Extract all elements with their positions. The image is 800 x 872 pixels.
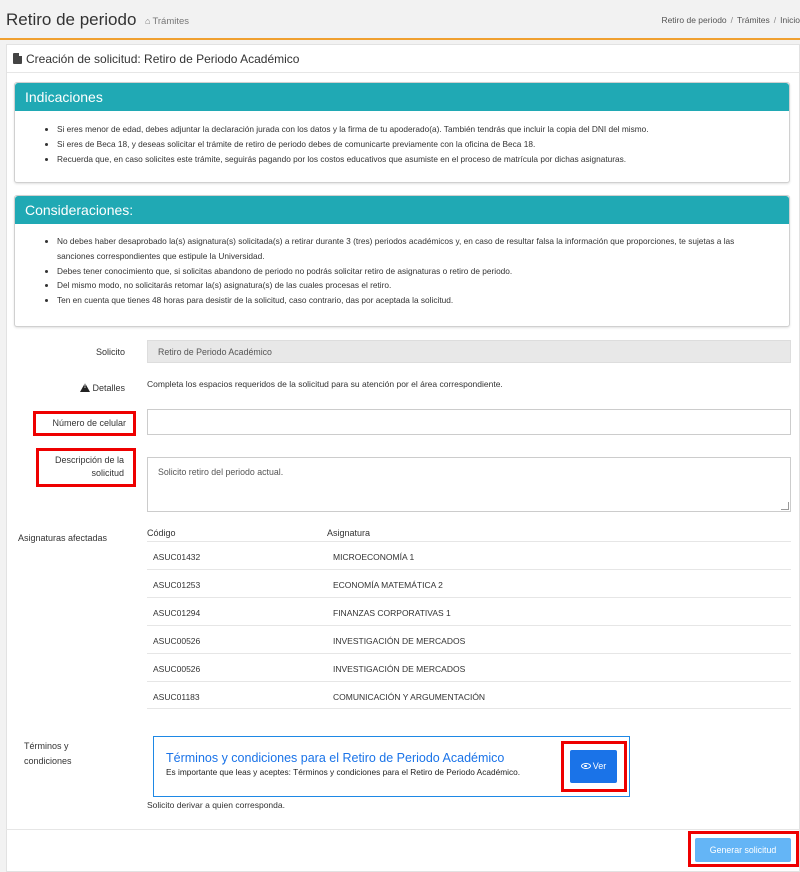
detalles-text: Completa los espacios requeridos de la solicitud para su atención por el área correspondiente.: [147, 379, 503, 389]
celular-label: Número de celular: [52, 418, 126, 428]
page-title: Retiro de periodo: [6, 10, 137, 29]
solicito-label: Solicito: [95, 347, 125, 357]
cell-codigo: ASUC00526: [153, 636, 201, 646]
panel-title: Creación de solicitud: Retiro de Periodo Académico: [13, 52, 299, 66]
cell-codigo: ASUC01432: [153, 552, 201, 562]
panel-header: [7, 45, 799, 73]
indicacion-item: • Recuerda que, en caso solicites este trámite, seguirás pagando por los costos educativos que asumiste en el proceso de matrícula por dichas asignaturas.: [57, 152, 779, 167]
col-header-codigo: Código: [147, 528, 176, 538]
terms-note: Solicito derivar a quien corresponda.: [147, 800, 285, 810]
descripcion-textarea[interactable]: Solicito retiro del periodo actual.: [147, 457, 791, 512]
celular-input[interactable]: [147, 409, 791, 435]
indicacion-item: • Si eres menor de edad, debes adjuntar la declaración jurada con los datos y la firma de tu apoderado(a). También tendrás que incluir la copia del DNI del mismo.: [57, 122, 779, 137]
table-row: [147, 569, 791, 597]
indicaciones-box: [14, 82, 790, 183]
consideracion-item: • Del mismo modo, no solicitarás retomar la(s) asignatura(s) de las cuales procesas el retiro.: [57, 278, 749, 293]
asignaturas-label: Asignaturas afectadas: [18, 533, 108, 543]
cell-asignatura: COMUNICACIÓN Y ARGUMENTACIÓN: [333, 692, 486, 702]
breadcrumb-item[interactable]: Inicio: [780, 15, 800, 25]
home-crumb-label: Trámites: [152, 16, 190, 27]
breadcrumb: Retiro de periodo / Trámites / Inicio: [661, 15, 800, 25]
consideraciones-box: [14, 195, 790, 327]
breadcrumb-item[interactable]: Retiro de periodo: [661, 15, 727, 25]
cell-asignatura: FINANZAS CORPORATIVAS 1: [333, 608, 451, 618]
col-header-asignatura: Asignatura: [327, 528, 371, 538]
cell-codigo: ASUC01294: [153, 608, 201, 618]
indicacion-item: • Si eres de Beca 18, y deseas solicitar el trámite de retiro de periodo debes de comunicarte previamente con la oficina de Beca 18.: [57, 137, 779, 152]
indicaciones-title: Indicaciones: [15, 83, 789, 111]
footer-divider: [6, 829, 800, 830]
home-crumb[interactable]: [145, 16, 189, 27]
cell-codigo: ASUC01253: [153, 580, 201, 590]
generate-request-button[interactable]: Generar solicitud: [695, 838, 791, 862]
home-icon: ⌂: [145, 16, 151, 26]
consideracion-item: • Ten en cuenta que tienes 48 horas para desistir de la solicitud, caso contrario, das por aceptada la solicitud.: [57, 293, 749, 308]
table-row: [147, 625, 791, 653]
cell-codigo: ASUC00526: [153, 664, 201, 674]
cell-asignatura: INVESTIGACIÓN DE MERCADOS: [333, 636, 466, 646]
eye-icon: [581, 763, 591, 769]
cell-codigo: ASUC01183: [153, 692, 200, 702]
warning-icon: [80, 383, 90, 392]
table-row: [147, 653, 791, 681]
terms-subtitle: Es importante que leas y aceptes: Términos y condiciones para el Retiro de Periodo Académico.: [166, 767, 521, 777]
detalles-label: !Detalles: [60, 383, 125, 393]
table-row: [147, 597, 791, 625]
terminos-label: Términos y condiciones: [24, 741, 72, 766]
solicito-field: Retiro de Periodo Académico: [147, 340, 791, 363]
document-icon: [13, 53, 22, 64]
consideraciones-title: Consideraciones:: [15, 196, 789, 224]
terms-box: [153, 736, 630, 797]
ver-button[interactable]: Ver: [570, 750, 617, 783]
consideracion-item: • No debes haber desaprobado la(s) asignatura(s) solicitada(s) a retirar durante 3 (tres) periodos académicos y, en caso de resultar falsa la información que proporciones, te sujetas a las sanciones correspondientes que estipule la Universidad.: [57, 234, 749, 264]
cell-asignatura: MICROECONOMÍA 1: [333, 552, 415, 562]
table-row: [147, 681, 791, 709]
terms-title: Términos y condiciones para el Retiro de Periodo Académico: [166, 751, 505, 765]
breadcrumb-item[interactable]: Trámites: [737, 15, 770, 25]
consideracion-item: • Debes tener conocimiento que, si solicitas abandono de periodo no podrás solicitar retiro de asignaturas o retiro de periodo.: [57, 264, 749, 279]
cell-asignatura: INVESTIGACIÓN DE MERCADOS: [333, 664, 466, 674]
cell-asignatura: ECONOMÍA MATEMÁTICA 2: [333, 580, 443, 590]
descripcion-label: Descripción de la solicitud: [54, 455, 124, 478]
top-bar: [0, 0, 800, 40]
table-row: [147, 541, 791, 569]
resize-handle-icon[interactable]: [781, 502, 789, 510]
